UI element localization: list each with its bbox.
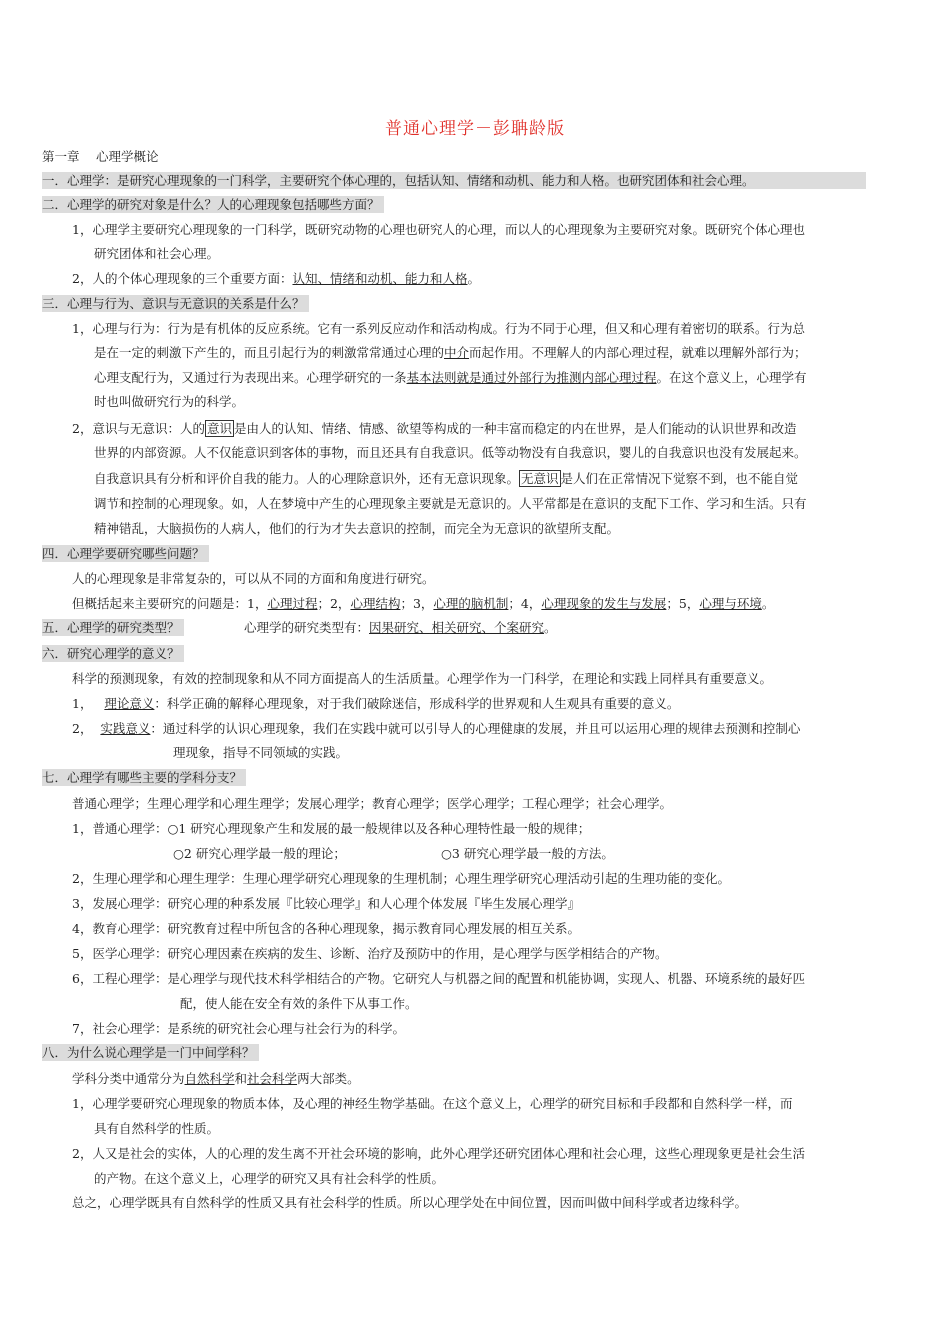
section-3-b1: [72, 420, 797, 438]
section-2-p2-aspects: 认知、情绪和动机、能力和人格: [292, 271, 468, 286]
section-6-b-num: 2，: [72, 721, 93, 736]
section-5-label: 心理学的研究类型有：: [244, 620, 370, 635]
section-1-text: 是研究心理现象的一门科学，主要研究个体心理的，包括认知、情绪和动机、能力和人格。也研究团体和社会心理。: [117, 173, 755, 188]
section-3-b1-text: 2，意识与无意识：人的: [72, 421, 205, 436]
section-6-a-text: ：科学正确的解释心理现象，对于我们破除迷信，形成科学的世界观和人生观具有重要的意义。: [154, 696, 680, 711]
section-8-summary: 总之，心理学既具有自然科学的性质又具有社会科学的性质。所以心理学处在中间位置，因而叫做中间科学或者边缘科学。: [72, 1195, 748, 1210]
section-4-sep: ；5，: [666, 596, 700, 611]
section-2-p2: [72, 270, 480, 288]
section-2-p2-end: 。: [467, 271, 480, 286]
section-4-sep: ；4，: [508, 596, 542, 611]
section-2-p1-cont: 研究团体和社会心理。: [94, 246, 220, 261]
section-8-l1-text: 学科分类中通常分为: [72, 1071, 185, 1086]
section-5-text: [244, 619, 557, 637]
section-3-b4: 调节和控制的心理现象。如，人在梦境中产生的心理现象主要就是无意识的。人平常都是在意识的支配下工作、学习和生活。只有: [94, 496, 807, 511]
topic-psychological-process: 心理过程: [267, 596, 318, 611]
section-4-l1: 人的心理现象是非常复杂的，可以从不同的方面和角度进行研究。: [72, 571, 435, 586]
section-6-a: [72, 695, 679, 713]
section-8-b2: 的产物。在这个意义上，心理学的研究又具有社会科学的性质。: [94, 1171, 445, 1186]
section-2-heading: 二．心理学的研究对象是什么？人的心理现象包括哪些方面？: [42, 196, 384, 213]
section-3-a2-mediator: 中介: [444, 345, 470, 360]
section-4-l2: [72, 595, 774, 613]
section-4-end: 。: [761, 596, 775, 611]
section-3-b3-text: 自我意识具有分析和评价自我的能力。人的心理除意识外，还有无意识现象。: [94, 471, 520, 486]
section-8-l1: [72, 1070, 360, 1088]
section-6-l1: 科学的预测现象，有效的控制现象和从不同方面提高人的生活质量。心理学作为一门科学，在理论和实践上同样具有重要意义。: [72, 671, 773, 686]
section-3-b3-text-b: 是人们在正常情况下觉察不到，也不能自觉: [560, 471, 799, 486]
section-2-p1: 1，心理学主要研究心理现象的一门科学，既研究动物的心理也研究人的心理，而以人的心理现象为主要研究对象。既研究个体心理也: [72, 222, 805, 237]
section-3-b5: 精神错乱，大脑损伤的人病人，他们的行为才失去意识的控制，而完全为无意识的欲望所支配。: [94, 521, 620, 536]
section-4-heading: 四．心理学要研究哪些问题？: [42, 545, 209, 562]
topic-psychological-structure: 心理结构: [350, 596, 401, 611]
section-7-intro: 普通心理学；生理心理学和心理生理学；发展心理学；教育心理学；医学心理学；工程心理学；社会心理学。: [72, 796, 673, 811]
section-5-end: 。: [544, 620, 557, 635]
practical-significance: 实践意义: [100, 721, 151, 736]
section-3-b2: 世界的内部资源。人不仅能意识到客体的事物，而且还具有自我意识。低等动物没有自我意识，婴儿的自我意识也没有发展起来。: [94, 445, 807, 460]
section-3-b3: [94, 470, 798, 488]
section-6-b-text: ：通过科学的认识心理现象，我们在实践中就可以引导人的心理健康的发展，并且可以运用心理的规律去预测和控制心: [150, 721, 801, 736]
section-7-i6-cont: 配，使人能在安全有效的条件下从事工作。: [180, 996, 418, 1011]
document-title: 普通心理学－彭聃龄版: [385, 119, 565, 139]
research-types: 因果研究、相关研究、个案研究: [369, 620, 545, 635]
section-3-a2: [94, 344, 807, 362]
section-7-i4: 4，教育心理学：研究教育过程中所包含的各种心理现象，揭示教育同心理发展的相互关系。: [72, 921, 580, 936]
section-1-heading: 一．心理学：: [42, 173, 118, 188]
section-7-i3: 3，发展心理学：研究心理的种系发展『比较心理学』和人心理个体发展『毕生发展心理学』: [72, 896, 580, 911]
theoretical-significance: 理论意义: [104, 696, 155, 711]
topic-brain-mechanism: 心理的脑机制: [433, 596, 509, 611]
section-3-a3-text-b: 。在这个意义上，心理学有: [656, 370, 807, 385]
section-3-a4: 时也叫做研究行为的科学。: [94, 394, 245, 409]
section-5-heading: 五．心理学的研究类型？: [42, 619, 184, 636]
section-6-a-num: 1，: [72, 696, 93, 711]
section-2-p2-label: 2，人的个体心理现象的三个重要方面：: [72, 271, 293, 286]
section-6-b: [72, 720, 800, 738]
section-3-a3-principle: 基本法则就是通过外部行为推测内部心理过程: [406, 370, 657, 385]
section-3-a3: [94, 369, 807, 387]
section-7-heading: 七．心理学有哪些主要的学科分支？: [42, 769, 246, 786]
section-6-heading: 六．研究心理学的意义？: [42, 645, 184, 662]
section-7-i5: 5，医学心理学：研究心理因素在疾病的发生、诊断、治疗及预防中的作用，是心理学与医学相结合的产物。: [72, 946, 668, 961]
section-4-sep: ；2，: [317, 596, 351, 611]
section-4-sep: ；3，: [400, 596, 434, 611]
section-8-l1-and: 和: [234, 1071, 248, 1086]
section-3-a2-text-b: 而起作用。不理解人的内部心理过程，就难以理解外部行为；: [469, 345, 807, 360]
section-4-l2-label: 但概括起来主要研究的问题是：1，: [72, 596, 268, 611]
section-6-b-cont: 理现象，指导不同领域的实践。: [173, 745, 349, 760]
section-8-b1: 2，人又是社会的实体，人的心理的发生离不开社会环境的影响，此外心理学还研究团体心理和社会心理，这些心理现象更是社会生活: [72, 1146, 805, 1161]
natural-science: 自然科学: [184, 1071, 235, 1086]
section-8-a2: 具有自然科学的性质。: [94, 1121, 220, 1136]
social-science: 社会科学: [247, 1071, 298, 1086]
section-8-l1-end: 两大部类。: [297, 1071, 360, 1086]
consciousness-term-box: 意识: [206, 421, 232, 436]
unconscious-term-box: 无意识: [521, 471, 559, 486]
section-7-i2: 2，生理心理学和心理生理学：生理心理学研究心理现象的生理机制；心理生理学研究心理活动引起的生理功能的变化。: [72, 871, 730, 886]
section-7-i6: 6，工程心理学：是心理学与现代技术科学相结合的产物。它研究人与机器之间的配置和机能协调，实现人、机器、环境系统的最好匹: [72, 971, 805, 986]
chapter-heading: 第一章 心理学概论: [42, 149, 159, 164]
section-8-heading: 八．为什么说心理学是一门中间学科？: [42, 1044, 259, 1061]
section-1: [42, 172, 866, 189]
section-3-a1: 1，心理与行为：行为是有机体的反应系统。它有一系列反应动作和活动构成。行为不同于心理，但又和心理有着密切的联系。行为总: [72, 321, 805, 336]
topic-development: 心理现象的发生与发展: [541, 596, 667, 611]
topic-environment: 心理与环境: [699, 596, 762, 611]
section-3-a3-text: 心理支配行为，又通过行为表现出来。心理学研究的一条: [94, 370, 407, 385]
section-7-g1: 1，普通心理学：○1 研究心理现象产生和发展的最一般规律以及各种心理特性最一般的规律；: [72, 821, 591, 836]
section-7-i7: 7，社会心理学：是系统的研究社会心理与社会行为的科学。: [72, 1021, 405, 1036]
section-8-a1: 1，心理学要研究心理现象的物质本体，及心理的神经生物学基础。在这个意义上，心理学的研究目标和手段都和自然科学一样，而: [72, 1096, 793, 1111]
section-7-g2: ○2 研究心理学最一般的理论；: [173, 846, 346, 861]
section-3-heading: 三．心理与行为、意识与无意识的关系是什么？: [42, 295, 309, 312]
section-7-g3: ○3 研究心理学最一般的方法。: [441, 846, 614, 861]
section-3-a2-text: 是在一定的刺激下产生的，而且引起行为的刺激常常通过心理的: [94, 345, 445, 360]
section-3-b1-text-b: 是由人的认知、情绪、情感、欲望等构成的一种丰富而稳定的内在世界，是人们能动的认识世界和改造: [233, 421, 797, 436]
